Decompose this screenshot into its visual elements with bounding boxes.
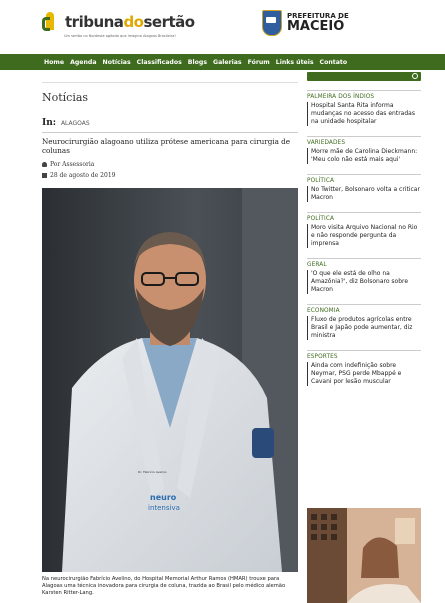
sidebar-news-item[interactable]	[307, 304, 421, 340]
sidebar-item-title[interactable]: No Twitter, Bolsonaro volta a criticar Macron	[307, 186, 421, 202]
date-text: 28 de agosto de 2019	[50, 172, 116, 179]
sidebar-item-category[interactable]: ESPORTES	[307, 354, 338, 360]
site-header	[0, 0, 445, 54]
sidebar-item-category[interactable]: POLÍTICA	[307, 178, 335, 184]
sidebar-item-category[interactable]: PALMEIRA DOS ÍNDIOS	[307, 94, 375, 100]
coat-brand-text-2: intensiva	[148, 504, 180, 512]
sidebar-news-item[interactable]	[307, 174, 421, 202]
main-nav	[0, 54, 445, 70]
article-photo	[42, 188, 298, 572]
category-line	[42, 118, 298, 128]
sidebar-item-category[interactable]: ECONOMIA	[307, 308, 340, 314]
nav-contato[interactable]: Contato	[319, 58, 348, 66]
sidebar-news-item[interactable]	[307, 350, 421, 386]
site-logo[interactable]	[42, 12, 195, 38]
sidebar-item-title[interactable]: Hospital Santa Rita informa mudanças no acesso das entradas na unidade hospitalar	[307, 102, 421, 126]
sidebar-ad-image[interactable]	[307, 508, 421, 603]
calendar-icon	[42, 173, 47, 178]
coat-of-arms-icon	[262, 10, 282, 36]
sidebar-item-title[interactable]: Moro visita Arquivo Nacional no Rio e não responde pergunta da imprensa	[307, 224, 421, 248]
coat-brand-text: neuro	[150, 493, 177, 502]
sidebar-item-title[interactable]: Morre mãe de Carolina Dieckmann: 'Meu colo não está mais aqui'	[307, 148, 421, 164]
doctor-portrait	[42, 188, 298, 572]
cactus-icon	[42, 12, 62, 32]
author-name: Por Assessoria	[50, 161, 95, 168]
nav-forum[interactable]: Fórum	[247, 58, 270, 66]
divider	[42, 82, 298, 83]
sidebar-item-title[interactable]: 'O que ele está de olho na Amazônia?', diz Bolsonaro sobre Macron	[307, 270, 421, 294]
sidebar-news-item[interactable]	[307, 136, 421, 164]
user-icon	[42, 162, 47, 167]
nav-home[interactable]: Home	[44, 58, 65, 66]
sidebar-news-item[interactable]	[307, 90, 421, 126]
nav-agenda[interactable]: Agenda	[70, 58, 97, 66]
in-label: In:	[42, 118, 57, 128]
category-link[interactable]: ALAGOAS	[60, 120, 90, 127]
article-headline: Neurocirurgião alagoano utiliza prótese americana para cirurgia de colunas	[42, 137, 291, 155]
ad-photo	[307, 508, 421, 603]
sidebar-item-category[interactable]: VARIEDADES	[307, 140, 346, 146]
sidebar-item-title[interactable]: Fluxo de produtos agrícolas entre Brasil e Japão pode aumentar, diz ministra	[307, 316, 421, 340]
prefeitura-banner[interactable]	[262, 10, 349, 36]
logo-wordmark: tribunadosertão	[65, 12, 195, 31]
search-icon[interactable]	[412, 73, 418, 79]
article-column	[42, 82, 298, 183]
article-author	[42, 161, 298, 168]
sidebar-news-item[interactable]	[307, 212, 421, 248]
sidebar-news-item[interactable]	[307, 258, 421, 294]
divider	[42, 132, 298, 133]
nav-galerias[interactable]: Galerias	[213, 58, 242, 66]
nav-links-uteis[interactable]: Links úteis	[275, 58, 314, 66]
sidebar-item-category[interactable]: POLÍTICA	[307, 216, 335, 222]
article-caption: Na neurocirurgião Fabrício Avelino, do Hospital Memorial Arthur Ramos (HMAR) trouxe para Alagoas uma técnica inovadora para cirurgia de coluna, trazida ao Brasil pelo médico alemão Karsten Ritter-Lang.	[42, 576, 286, 596]
prefeitura-text: PREFEITURA DE MACEIÓ	[287, 12, 349, 34]
sidebar	[307, 90, 421, 396]
sidebar-item-category[interactable]: GERAL	[307, 262, 327, 268]
search-bar[interactable]	[307, 72, 421, 81]
logo-tagline: Um sertão no Nordeste agitado que imagina Alagoas Brasileira!	[64, 34, 176, 38]
nav-classificados[interactable]: Classificados	[136, 58, 182, 66]
nav-blogs[interactable]: Blogs	[187, 58, 207, 66]
nav-noticias[interactable]: Notícias	[102, 58, 131, 66]
sidebar-item-title[interactable]: Ainda com indefinição sobre Neymar, PSG perde Mbappé e Cavani por lesão muscular	[307, 362, 421, 386]
page-title: Notícias	[42, 91, 89, 104]
coat-name-embroidery: Dr. Fabrício Avelino	[138, 470, 167, 474]
sleeve-patch	[252, 428, 274, 458]
article-date	[42, 172, 298, 179]
